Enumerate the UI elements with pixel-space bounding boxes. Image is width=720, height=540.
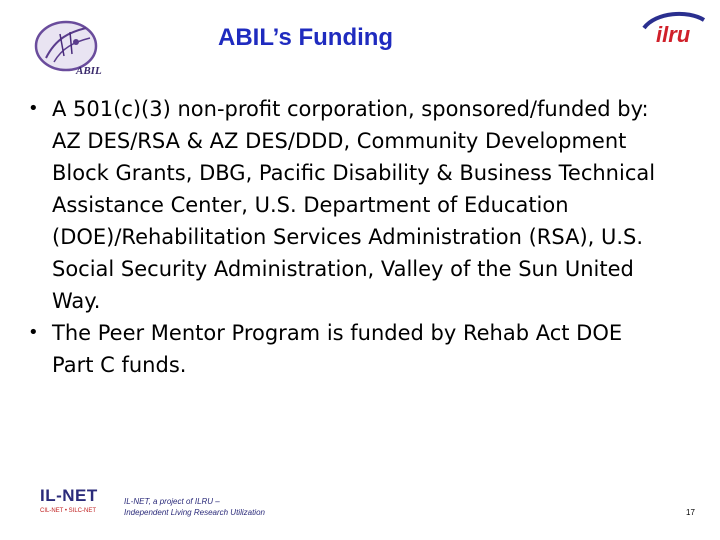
bullet-line: Assistance Center, U.S. Department of Education [52,193,569,217]
bullet-list [28,93,718,381]
abil-logo-mark [30,18,112,80]
bullet-item-peer-mentor [28,317,718,381]
footer-credit-line: Independent Living Research Utilization [124,508,265,517]
ilru-logo-text: ilru [656,22,691,47]
abil-logo [30,18,112,80]
bullet-line: AZ DES/RSA & AZ DES/DDD, Community Development [52,129,627,153]
bullet-line: (DOE)/Rehabilitation Services Administration (RSA), U.S. [52,225,644,249]
bullet-marker: • [28,322,39,343]
bullet-line: Way. [52,289,101,313]
il-net-logo-subtext: CIL-NET • SILC-NET [40,508,96,514]
bullet-line: Social Security Administration, Valley of the Sun United [52,257,634,281]
ilru-logo-mark [636,8,708,48]
bullet-line: A 501(c)(3) non-profit corporation, sponsored/funded by: [52,97,649,121]
bullet-line: The Peer Mentor Program is funded by Rehab Act DOE [52,321,623,345]
il-net-logo [40,486,120,520]
il-net-logo-text: IL-NET [40,486,98,505]
ilru-logo [636,8,708,48]
slide-title: ABIL’s Funding [218,24,394,51]
bullet-item-funding [28,93,718,317]
footer-credit [124,496,265,518]
abil-logo-text: ABIL [76,65,102,77]
page-number: 17 [686,508,695,517]
footer-credit-line: IL-NET, a project of ILRU – [124,497,220,506]
bullet-line: Part C funds. [52,353,187,377]
bullet-line: Block Grants, DBG, Pacific Disability & Business Technical [52,161,656,185]
bullet-marker: • [28,98,39,119]
